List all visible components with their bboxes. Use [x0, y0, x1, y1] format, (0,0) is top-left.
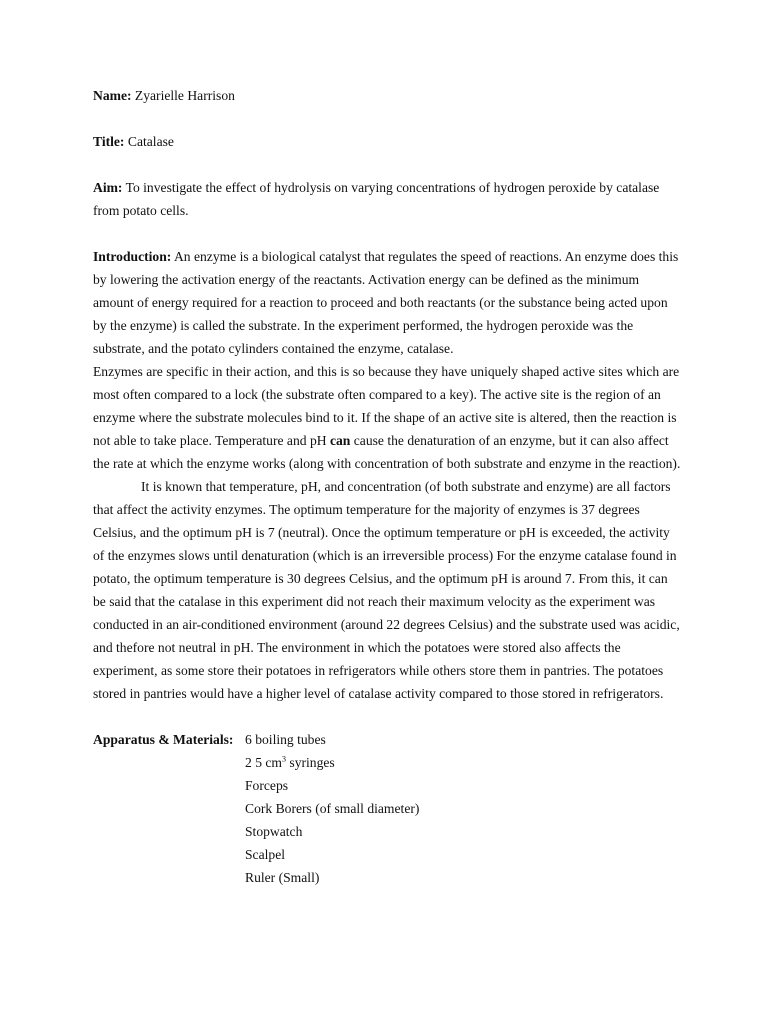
title-value: Catalase: [127, 134, 174, 149]
section-spacer: [93, 705, 681, 728]
aim-label: Aim:: [93, 180, 123, 195]
introduction-paragraph-3: It is known that temperature, pH, and concentration (of both substrate and enzyme) are all factors that affect the activity enzymes. The optimum temperature for the majority of enzymes is 37 degrees Celsius, and the optimum pH is 7 (neutral). Once the optimum temperature or pH is exceeded, the activity of the enzymes slows until denaturation (which is an irreversible process) For the enzyme catalase found in potato, the optimum temperature is 30 degrees Celsius, and the optimum pH is around 7. From this, it can be said that the catalase in this experiment did not reach their maximum velocity as the experiment was conducted in an air-conditioned environment (around 22 degrees Celsius) and the substrate used was acidic, and thefore not neutral in pH. The environment in which the potatoes were stored also affects the experiment, as some store their potatoes in refrigerators while others store them in pantries. The potatoes stored in pantries would have a higher level of catalase activity compared to those stored in refrigerators.: [93, 479, 680, 701]
introduction-paragraph-1: [93, 245, 681, 360]
apparatus-item: 6 boiling tubes: [245, 732, 326, 747]
apparatus-item: Cork Borers (of small diameter): [245, 801, 420, 816]
apparatus-item: Stopwatch: [245, 824, 303, 839]
apparatus-item: Ruler (Small): [245, 870, 320, 885]
name-field: [93, 84, 681, 107]
name-label: Name:: [93, 88, 132, 103]
apparatus-item-syringes: [245, 751, 419, 774]
document-body: [93, 84, 681, 889]
syringe-suffix: syringes: [286, 755, 335, 770]
apparatus-list: [245, 728, 419, 889]
syringe-text: 2 5 cm: [245, 755, 282, 770]
title-label: Title:: [93, 134, 125, 149]
apparatus-section: [93, 728, 681, 889]
apparatus-item: Forceps: [245, 778, 289, 793]
introduction-section: [93, 245, 681, 705]
introduction-text-1: An enzyme is a biological catalyst that regulates the speed of reactions. An enzyme does this by lowering the activation energy of the reactants. Activation energy can be defined as the minimum amount of energy required for a reaction to proceed and both reactants (or the substance being acted upon by the enzyme) is called the substrate. In the experiment performed, the hydrogen peroxide was the substrate, and the potato cylinders contained the enzyme, catalase.: [93, 249, 679, 356]
name-value: Zyarielle Harrison: [134, 88, 235, 103]
apparatus-item: Scalpel: [245, 847, 286, 862]
apparatus-label: Apparatus & Materials:: [93, 732, 234, 747]
introduction-text-2a: Enzymes are specific in their action, and this is so because they have uniquely shaped active sites which are most often compared to a lock (the substrate often compared to a key). The active site is the region of an enzyme where the substrate molecules bind to it. If the shape of an active site is altered, then the reaction is not able to take place. Temperature and pH: [93, 364, 680, 448]
introduction-text-2b: cause the denaturation of an enzyme, but it can also affect the rate at which the enzyme works (along with concentration of both substrate and enzyme in the reaction).: [93, 433, 681, 471]
introduction-label: Introduction:: [93, 249, 172, 264]
aim-value: To investigate the effect of hydrolysis on varying concentrations of hydrogen peroxide by catalase from potato cells.: [93, 180, 660, 218]
aim-field: [93, 176, 681, 222]
title-field: [93, 130, 681, 153]
syringe-superscript: 3: [282, 754, 286, 764]
introduction-text-2-bold: can: [329, 433, 351, 448]
introduction-paragraph-2: [93, 360, 681, 475]
